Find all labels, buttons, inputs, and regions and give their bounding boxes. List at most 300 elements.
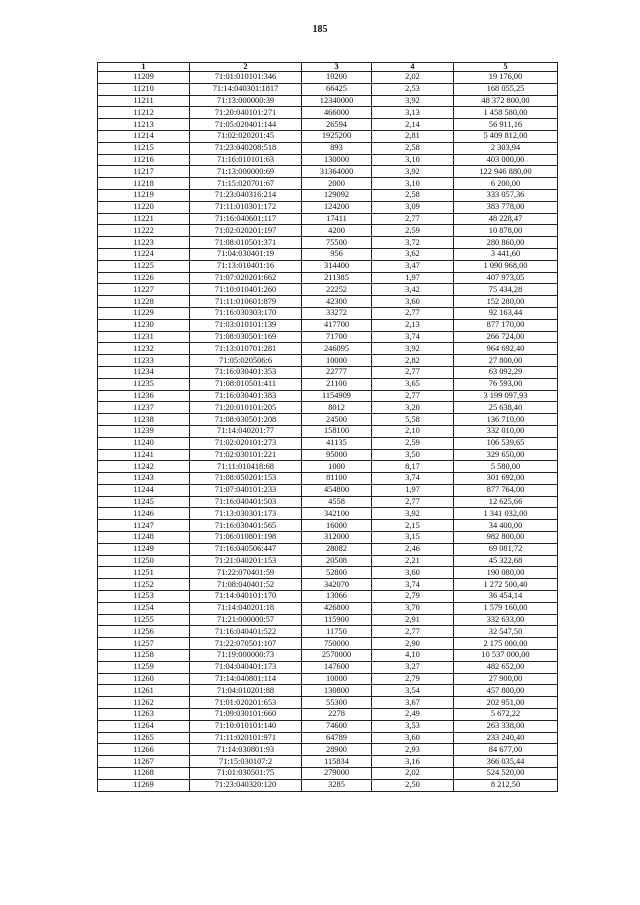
value-cell: 263 338,00	[454, 720, 558, 732]
table-row	[98, 154, 558, 166]
column-header: 1	[98, 63, 190, 72]
value-cell: 63 092,29	[454, 366, 558, 378]
rate-cell: 3,67	[372, 697, 454, 709]
row-number-cell: 11268	[98, 768, 190, 780]
cadastral-number-cell: 71:04:030401:19	[190, 248, 302, 260]
cadastral-number-cell: 71:04:010201:88	[190, 685, 302, 697]
cadastral-number-cell: 71:08:050201:153	[190, 473, 302, 485]
row-number-cell: 11242	[98, 461, 190, 473]
cadastral-number-cell: 71:22:070401:59	[190, 567, 302, 579]
table-row	[98, 189, 558, 201]
header-row	[98, 63, 558, 72]
cadastral-number-cell: 71:23:040316:214	[190, 189, 302, 201]
cadastral-number-cell: 71:08:010501:371	[190, 237, 302, 249]
area-cell: 4200	[302, 225, 372, 237]
table-row	[98, 201, 558, 213]
row-number-cell: 11240	[98, 437, 190, 449]
value-cell: 12 625,66	[454, 496, 558, 508]
value-cell: 10 537 000,00	[454, 650, 558, 662]
area-cell: 28900	[302, 744, 372, 756]
cadastral-number-cell: 71:19:000000:73	[190, 650, 302, 662]
cadastral-number-cell: 71:21:040201:153	[190, 555, 302, 567]
area-cell: 2000	[302, 178, 372, 190]
value-cell: 332 633,00	[454, 614, 558, 626]
area-cell: 41135	[302, 437, 372, 449]
table-row	[98, 378, 558, 390]
area-cell: 21100	[302, 378, 372, 390]
value-cell: 6 200,00	[454, 178, 558, 190]
cadastral-number-cell: 71:07:020201:662	[190, 272, 302, 284]
rate-cell: 3,27	[372, 661, 454, 673]
table-row	[98, 567, 558, 579]
area-cell: 130800	[302, 685, 372, 697]
row-number-cell: 11218	[98, 178, 190, 190]
row-number-cell: 11230	[98, 319, 190, 331]
value-cell: 1 272 500,40	[454, 579, 558, 591]
rate-cell: 3,42	[372, 284, 454, 296]
table-row	[98, 331, 558, 343]
row-number-cell: 11246	[98, 508, 190, 520]
row-number-cell: 11223	[98, 237, 190, 249]
value-cell: 403 000,00	[454, 154, 558, 166]
table-row	[98, 591, 558, 603]
table-row	[98, 166, 558, 178]
rate-cell: 3,15	[372, 532, 454, 544]
table-row	[98, 178, 558, 190]
table-row	[98, 366, 558, 378]
area-cell: 16000	[302, 520, 372, 532]
row-number-cell: 11262	[98, 697, 190, 709]
area-cell: 211385	[302, 272, 372, 284]
table-row	[98, 709, 558, 721]
rate-cell: 3,53	[372, 720, 454, 732]
rate-cell: 2,49	[372, 709, 454, 721]
row-number-cell: 11253	[98, 591, 190, 603]
column-header: 4	[372, 63, 454, 72]
table-row	[98, 732, 558, 744]
table-body	[98, 72, 558, 792]
table-row	[98, 130, 558, 142]
table-row	[98, 307, 558, 319]
value-cell: 106 539,65	[454, 437, 558, 449]
area-cell: 314400	[302, 260, 372, 272]
table-row	[98, 72, 558, 84]
row-number-cell: 11231	[98, 331, 190, 343]
row-number-cell: 11228	[98, 296, 190, 308]
area-cell: 115900	[302, 614, 372, 626]
cadastral-number-cell: 71:11:010601:879	[190, 296, 302, 308]
row-number-cell: 11220	[98, 201, 190, 213]
value-cell: 982 800,00	[454, 532, 558, 544]
row-number-cell: 11221	[98, 213, 190, 225]
table-row	[98, 661, 558, 673]
row-number-cell: 11244	[98, 484, 190, 496]
area-cell: 55300	[302, 697, 372, 709]
cadastral-number-cell: 71:16:040401:503	[190, 496, 302, 508]
value-cell: 1 458 580,00	[454, 107, 558, 119]
value-cell: 524 520,00	[454, 768, 558, 780]
value-cell: 32 547,50	[454, 626, 558, 638]
cadastral-number-cell: 71:16:030303:170	[190, 307, 302, 319]
cadastral-number-cell: 71:14:040801:114	[190, 673, 302, 685]
value-cell: 69 081,72	[454, 543, 558, 555]
cadastral-number-cell: 71:20:010101:205	[190, 402, 302, 414]
rate-cell: 3,54	[372, 685, 454, 697]
area-cell: 13066	[302, 591, 372, 603]
cadastral-number-cell: 71:16:030401:383	[190, 390, 302, 402]
rate-cell: 3,74	[372, 331, 454, 343]
area-cell: 893	[302, 142, 372, 154]
rate-cell: 2,77	[372, 390, 454, 402]
area-cell: 1000	[302, 461, 372, 473]
rate-cell: 3,60	[372, 296, 454, 308]
rate-cell: 3,92	[372, 95, 454, 107]
row-number-cell: 11251	[98, 567, 190, 579]
cadastral-number-cell: 71:13:010401:16	[190, 260, 302, 272]
rate-cell: 3,60	[372, 567, 454, 579]
cadastral-number-cell: 71:20:040101:271	[190, 107, 302, 119]
row-number-cell: 11237	[98, 402, 190, 414]
table-row	[98, 720, 558, 732]
cadastral-number-cell: 71:15:030107:2	[190, 756, 302, 768]
row-number-cell: 11215	[98, 142, 190, 154]
row-number-cell: 11234	[98, 366, 190, 378]
area-cell: 124200	[302, 201, 372, 213]
rate-cell: 3,50	[372, 449, 454, 461]
rate-cell: 2,53	[372, 83, 454, 95]
value-cell: 333 057,36	[454, 189, 558, 201]
row-number-cell: 11239	[98, 425, 190, 437]
cadastral-number-cell: 71:04:040401:173	[190, 661, 302, 673]
row-number-cell: 11248	[98, 532, 190, 544]
row-number-cell: 11222	[98, 225, 190, 237]
row-number-cell: 11209	[98, 72, 190, 84]
cadastral-number-cell: 71:07:040101:233	[190, 484, 302, 496]
area-cell: 115834	[302, 756, 372, 768]
rate-cell: 2,02	[372, 72, 454, 84]
area-cell: 342100	[302, 508, 372, 520]
area-cell: 28082	[302, 543, 372, 555]
cadastral-number-cell: 71:09:030101:660	[190, 709, 302, 721]
area-cell: 17411	[302, 213, 372, 225]
area-cell: 12340000	[302, 95, 372, 107]
cadastral-number-cell: 71:05:020401:144	[190, 119, 302, 131]
value-cell: 332 010,00	[454, 425, 558, 437]
rate-cell: 3,13	[372, 107, 454, 119]
column-header: 2	[190, 63, 302, 72]
row-number-cell: 11256	[98, 626, 190, 638]
row-number-cell: 11236	[98, 390, 190, 402]
value-cell: 202 951,00	[454, 697, 558, 709]
rate-cell: 2,82	[372, 355, 454, 367]
rate-cell: 3,62	[372, 248, 454, 260]
value-cell: 34 400,00	[454, 520, 558, 532]
area-cell: 75500	[302, 237, 372, 249]
cadastral-number-cell: 71:08:030501:208	[190, 414, 302, 426]
rate-cell: 2,77	[372, 496, 454, 508]
rate-cell: 2,10	[372, 425, 454, 437]
value-cell: 301 692,00	[454, 473, 558, 485]
cadastral-number-cell: 71:16:040401:522	[190, 626, 302, 638]
rate-cell: 3,74	[372, 473, 454, 485]
area-cell: 246095	[302, 343, 372, 355]
row-number-cell: 11259	[98, 661, 190, 673]
table-row	[98, 484, 558, 496]
value-cell: 84 677,00	[454, 744, 558, 756]
area-cell: 10000	[302, 355, 372, 367]
rate-cell: 3,09	[372, 201, 454, 213]
table-row	[98, 142, 558, 154]
value-cell: 280 860,00	[454, 237, 558, 249]
table-row	[98, 685, 558, 697]
cadastral-number-cell: 71:08:010501:411	[190, 378, 302, 390]
row-number-cell: 11225	[98, 260, 190, 272]
area-cell: 1925200	[302, 130, 372, 142]
table-row	[98, 496, 558, 508]
cadastral-number-cell: 71:02:030101:221	[190, 449, 302, 461]
row-number-cell: 11212	[98, 107, 190, 119]
cadastral-number-cell: 71:23:040320:120	[190, 779, 302, 791]
rate-cell: 2,77	[372, 213, 454, 225]
table-row	[98, 744, 558, 756]
area-cell: 33272	[302, 307, 372, 319]
value-cell: 964 692,40	[454, 343, 558, 355]
table-row	[98, 638, 558, 650]
row-number-cell: 11226	[98, 272, 190, 284]
table-row	[98, 437, 558, 449]
row-number-cell: 11238	[98, 414, 190, 426]
table-row	[98, 779, 558, 791]
table-row	[98, 296, 558, 308]
table-row	[98, 355, 558, 367]
area-cell: 11750	[302, 626, 372, 638]
rate-cell: 2,93	[372, 744, 454, 756]
rate-cell: 2,77	[372, 366, 454, 378]
area-cell: 417700	[302, 319, 372, 331]
rate-cell: 3,70	[372, 602, 454, 614]
value-cell: 1 579 160,00	[454, 602, 558, 614]
row-number-cell: 11249	[98, 543, 190, 555]
table-row	[98, 119, 558, 131]
area-cell: 147600	[302, 661, 372, 673]
row-number-cell: 11224	[98, 248, 190, 260]
value-cell: 56 911,16	[454, 119, 558, 131]
row-number-cell: 11219	[98, 189, 190, 201]
value-cell: 5 409 812,00	[454, 130, 558, 142]
table-row	[98, 520, 558, 532]
value-cell: 8 212,50	[454, 779, 558, 791]
rate-cell: 2,59	[372, 437, 454, 449]
rate-cell: 2,90	[372, 638, 454, 650]
value-cell: 5 580,00	[454, 461, 558, 473]
value-cell: 233 240,40	[454, 732, 558, 744]
cadastral-number-cell: 71:14:040301:1817	[190, 83, 302, 95]
area-cell: 66425	[302, 83, 372, 95]
area-cell: 74600	[302, 720, 372, 732]
cadastral-number-cell: 71:01:030501:75	[190, 768, 302, 780]
cadastral-number-cell: 71:10:010101:140	[190, 720, 302, 732]
row-number-cell: 11241	[98, 449, 190, 461]
value-cell: 36 454,14	[454, 591, 558, 603]
area-cell: 71700	[302, 331, 372, 343]
row-number-cell: 11213	[98, 119, 190, 131]
row-number-cell: 11245	[98, 496, 190, 508]
row-number-cell: 11264	[98, 720, 190, 732]
value-cell: 482 652,00	[454, 661, 558, 673]
table-row	[98, 95, 558, 107]
cadastral-number-cell: 71:15:020701:67	[190, 178, 302, 190]
row-number-cell: 11266	[98, 744, 190, 756]
rate-cell: 2,81	[372, 130, 454, 142]
cadastral-number-cell: 71:05:020506:6	[190, 355, 302, 367]
row-number-cell: 11257	[98, 638, 190, 650]
value-cell: 48 228,47	[454, 213, 558, 225]
row-number-cell: 11247	[98, 520, 190, 532]
table-row	[98, 402, 558, 414]
table-row	[98, 532, 558, 544]
rate-cell: 3,10	[372, 154, 454, 166]
cadastral-number-cell: 71:16:030401:353	[190, 366, 302, 378]
cadastral-number-cell: 71:08:040401:52	[190, 579, 302, 591]
area-cell: 22777	[302, 366, 372, 378]
value-cell: 407 973,05	[454, 272, 558, 284]
table-row	[98, 248, 558, 260]
cadastral-number-cell: 71:02:020101:273	[190, 437, 302, 449]
table-row	[98, 697, 558, 709]
row-number-cell: 11255	[98, 614, 190, 626]
area-cell: 10200	[302, 72, 372, 84]
rate-cell: 2,58	[372, 142, 454, 154]
rate-cell: 3,16	[372, 756, 454, 768]
value-cell: 92 163,44	[454, 307, 558, 319]
table-row	[98, 213, 558, 225]
rate-cell: 8,17	[372, 461, 454, 473]
table-row	[98, 284, 558, 296]
rate-cell: 2,77	[372, 626, 454, 638]
area-cell: 158100	[302, 425, 372, 437]
value-cell: 383 778,00	[454, 201, 558, 213]
table-row	[98, 83, 558, 95]
table-row	[98, 555, 558, 567]
row-number-cell: 11254	[98, 602, 190, 614]
row-number-cell: 11252	[98, 579, 190, 591]
value-cell: 457 800,00	[454, 685, 558, 697]
rate-cell: 2,79	[372, 591, 454, 603]
rate-cell: 4,10	[372, 650, 454, 662]
rate-cell: 3,74	[372, 579, 454, 591]
cadastral-number-cell: 71:23:040208:518	[190, 142, 302, 154]
table-row	[98, 272, 558, 284]
table-row	[98, 260, 558, 272]
value-cell: 2 303,94	[454, 142, 558, 154]
rate-cell: 2,21	[372, 555, 454, 567]
cadastral-number-cell: 71:21:000000:57	[190, 614, 302, 626]
area-cell: 4558	[302, 496, 372, 508]
area-cell: 454800	[302, 484, 372, 496]
table-row	[98, 343, 558, 355]
rate-cell: 2,91	[372, 614, 454, 626]
value-cell: 25 638,40	[454, 402, 558, 414]
row-number-cell: 11232	[98, 343, 190, 355]
cadastral-number-cell: 71:13:000000:69	[190, 166, 302, 178]
table-row	[98, 543, 558, 555]
row-number-cell: 11265	[98, 732, 190, 744]
row-number-cell: 11243	[98, 473, 190, 485]
value-cell: 266 724,00	[454, 331, 558, 343]
rate-cell: 5,58	[372, 414, 454, 426]
table-row	[98, 319, 558, 331]
area-cell: 312000	[302, 532, 372, 544]
area-cell: 26594	[302, 119, 372, 131]
cadastral-number-cell: 71:11:020101:971	[190, 732, 302, 744]
column-header: 3	[302, 63, 372, 72]
row-number-cell: 11211	[98, 95, 190, 107]
area-cell: 20508	[302, 555, 372, 567]
area-cell: 750000	[302, 638, 372, 650]
rate-cell: 2,02	[372, 768, 454, 780]
area-cell: 130000	[302, 154, 372, 166]
row-number-cell: 11216	[98, 154, 190, 166]
area-cell: 95000	[302, 449, 372, 461]
rate-cell: 3,72	[372, 237, 454, 249]
table-row	[98, 614, 558, 626]
table-row	[98, 237, 558, 249]
cadastral-number-cell: 71:16:040506:447	[190, 543, 302, 555]
cadastral-number-cell: 71:13:010701:281	[190, 343, 302, 355]
cadastral-number-cell: 71:13:030301:173	[190, 508, 302, 520]
value-cell: 366 035,44	[454, 756, 558, 768]
value-cell: 3 441,60	[454, 248, 558, 260]
cadastral-number-cell: 71:01:010101:346	[190, 72, 302, 84]
cadastral-number-cell: 71:11:010418:68	[190, 461, 302, 473]
row-number-cell: 11217	[98, 166, 190, 178]
row-number-cell: 11258	[98, 650, 190, 662]
rate-cell: 3,92	[372, 166, 454, 178]
value-cell: 27 800,00	[454, 355, 558, 367]
rate-cell: 3,65	[372, 378, 454, 390]
rate-cell: 3,92	[372, 508, 454, 520]
cadastral-number-cell: 71:02:020201:197	[190, 225, 302, 237]
area-cell: 1154909	[302, 390, 372, 402]
cadastral-number-cell: 71:16:040601:117	[190, 213, 302, 225]
row-number-cell: 11233	[98, 355, 190, 367]
rate-cell: 2,77	[372, 307, 454, 319]
page-number: 185	[312, 24, 328, 35]
value-cell: 122 946 880,00	[454, 166, 558, 178]
value-cell: 152 280,00	[454, 296, 558, 308]
cadastral-number-cell: 71:10:010401:260	[190, 284, 302, 296]
rate-cell: 2,59	[372, 225, 454, 237]
cadastral-number-cell: 71:02:020201:45	[190, 130, 302, 142]
table-row	[98, 756, 558, 768]
value-cell: 136 710,00	[454, 414, 558, 426]
table-row	[98, 449, 558, 461]
cadastral-number-cell: 71:14:040101:170	[190, 591, 302, 603]
cadastral-number-cell: 71:22:070501:107	[190, 638, 302, 650]
cadastral-number-cell: 71:11:010301:172	[190, 201, 302, 213]
value-cell: 1 341 032,00	[454, 508, 558, 520]
row-number-cell: 11267	[98, 756, 190, 768]
cadastral-number-cell: 71:06:010801:198	[190, 532, 302, 544]
value-cell: 877 170,00	[454, 319, 558, 331]
rate-cell: 2,46	[372, 543, 454, 555]
area-cell: 52800	[302, 567, 372, 579]
area-cell: 22252	[302, 284, 372, 296]
area-cell: 2278	[302, 709, 372, 721]
data-table	[97, 62, 558, 792]
cadastral-number-cell: 71:14:040201:18	[190, 602, 302, 614]
rate-cell: 3,60	[372, 732, 454, 744]
